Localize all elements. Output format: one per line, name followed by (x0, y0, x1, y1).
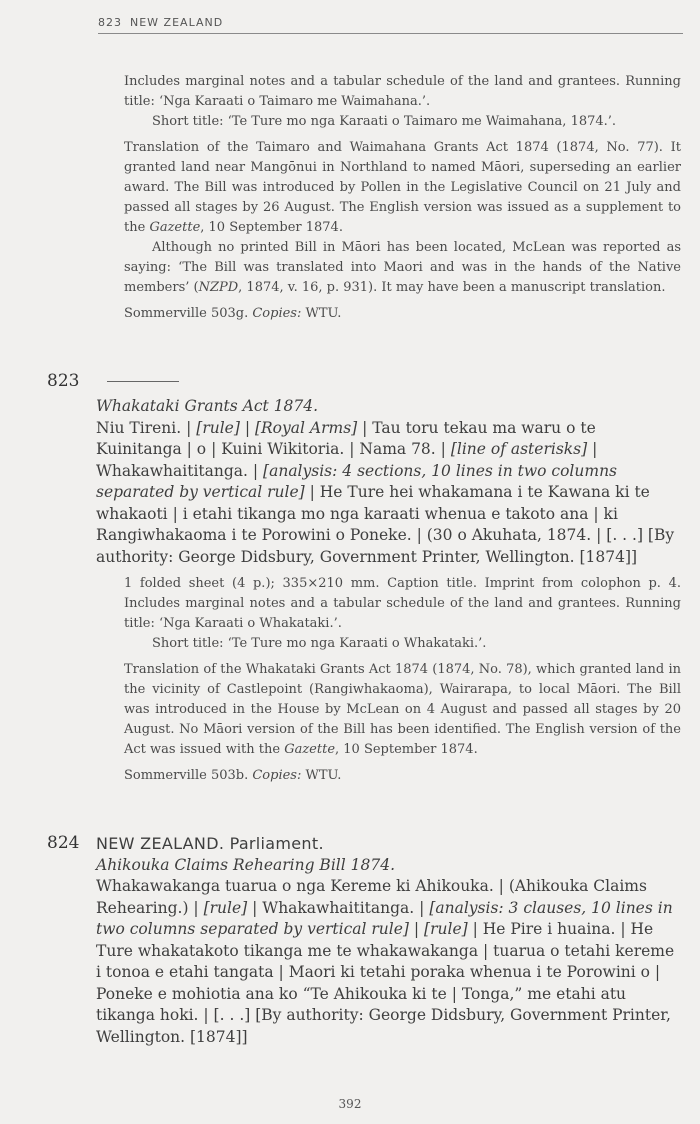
transcription-text: | He Ture hei whakamana i te Kawana ki te whakaoti | i etahi tikanga mo nga karaati whenua e takoto ana | ki Rangiwhakaoma i te Porowini o Poneke. | (30 o Akuhata, 1874. | [. . .] [By authority: George Didsbury, Government Printer, Wellington. [1874]] (96, 483, 675, 566)
copies-value: WTU. (305, 306, 342, 321)
bracketed-note: [analysis: 3 clauses, 10 lines in two columns separated by vertical rule] (96, 898, 673, 938)
transcription-text: | Tau toru tekau ma waru o te Kuinitanga | o | Kuini Wikitoria. | Nama 78. | (96, 418, 596, 458)
entry-822-continuation (124, 72, 681, 330)
copies-value: WTU. (305, 768, 342, 783)
transcription-text: | (239, 418, 255, 437)
transcription-text: | He Pire i huaina. | He Ture whakatakoto tikanga me te whakawakanga | tuarua o tetahi kereme i tonoa e etahi tangata | Maori ki tetahi poraka whenua i te Porowini o | Poneke e mohiotia ana ko “Te Ahikouka ki te | Tonga,” me etahi atu tikanga hoki. | [. . .] [By authority: George Didsbury, Government Printer, Wellington. [1874]] (96, 920, 675, 1046)
entry-author-heading: NEW ZEALAND. Parliament. (96, 834, 324, 853)
page-number: 392 (338, 1097, 362, 1111)
note-paragraph (124, 138, 681, 238)
note2-text-b: , 1874, v. 16, p. 931). It may have been a manuscript translation. (238, 280, 666, 295)
reference: Sommerville 503g. (124, 306, 249, 321)
note-paragraph-2 (124, 238, 681, 298)
bracketed-note: [rule] (424, 920, 468, 938)
description (124, 574, 681, 634)
note2-text-a: Although no printed Bill in Māori has been located, McLean was reported as saying: ‘The Bill was translated into Maori and was in the hands of the Native members’ ( (124, 240, 681, 295)
entry-number-823 (47, 371, 179, 391)
note-paragraph (124, 660, 681, 760)
short-title (124, 634, 681, 654)
reference-line (124, 766, 681, 786)
transcription-text: | Whakawhaititanga. | (247, 898, 430, 917)
entry-823-notes (124, 574, 681, 792)
entry-number-824 (47, 833, 79, 853)
gazette-italic: Gazette (149, 220, 201, 235)
reference: Sommerville 503b. (124, 768, 249, 783)
running-header (98, 16, 683, 34)
bracketed-note: [Royal Arms] (254, 418, 358, 437)
transcription-text: | Whakawhaititanga. | (96, 440, 598, 480)
short-title-text: Short title: ‘Te Ture mo nga Karaati o Whakataki.’. (152, 636, 487, 651)
entry-title: Ahikouka Claims Rehearing Bill 1874. (96, 855, 395, 874)
nzpd-italic: NZPD (198, 280, 239, 295)
transcription (96, 876, 681, 1048)
note-text: Translation of the Whakataki Grants Act 1874 (1874, No. 78), which granted land in the vicinity of Castlepoint (Rangiwhakaoma), Wairarapa, to local Māori. The Bill was introduced in the House by McLean on 4 August and passed all stages by 20 August. No Māori version of the Bill has been identified. The English version of the Act was issued with the (124, 662, 681, 757)
gazette-italic: Gazette (284, 742, 336, 757)
transcription-text: | (408, 920, 425, 938)
copies-label: Copies: (252, 768, 302, 783)
entry-title: Whakataki Grants Act 1874. (96, 397, 319, 415)
entry-number-text: 823 (47, 371, 80, 391)
short-title (124, 112, 681, 132)
note-text: Translation of the Taimaro and Waimahana Grants Act 1874 (1874, No. 77). It granted land near Mangōnui in Northland to named Māori, superseding an earlier award. The Bill was introduced by Pollen in the Legislative Council on 21 July and passed all stages by 26 August. The English version was issued as a supplement to the (124, 140, 681, 235)
transcription (96, 418, 681, 569)
bracketed-note: [rule] (196, 418, 240, 437)
entry-824-body (96, 833, 681, 1048)
bracketed-note: [rule] (203, 898, 248, 917)
desc-text: 1 folded sheet (4 p.); 335×210 mm. Caption title. Imprint from colophon p. 4. Includes marginal notes and a tabular schedule of the land and grantees. Running title: ‘Nga Karaati o Whakataki.’. (124, 576, 681, 631)
note-end: , 10 September 1874. (335, 742, 478, 757)
author-dash (107, 381, 179, 382)
short-title-text: Short title: ‘Te Ture mo nga Karaati o Taimaro me Waimahana, 1874.’. (152, 114, 617, 129)
header-page-ref: 823 (98, 16, 122, 29)
note-end: , 10 September 1874. (200, 220, 343, 235)
copies-label: Copies: (252, 306, 302, 321)
entry-number-text: 824 (47, 833, 80, 853)
header-section: NEW ZEALAND (130, 16, 224, 29)
entry-823-body (96, 396, 681, 568)
transcription-text: Whakawakanga tuarua o nga Kereme ki Ahikouka. | (Ahikouka Claims Rehearing.) | (96, 877, 647, 917)
desc-text: Includes marginal notes and a tabular schedule of the land and grantees. Running title: ‘Nga Karaati o Taimaro me Waimahana.’. (124, 74, 681, 109)
bracketed-note: [analysis: 4 sections, 10 lines in two columns separated by vertical rule] (96, 461, 618, 501)
bracketed-note: [line of asterisks] (450, 440, 588, 458)
description (124, 72, 681, 112)
transcription-text: Niu Tireni. | (96, 418, 197, 437)
reference-line (124, 304, 681, 324)
